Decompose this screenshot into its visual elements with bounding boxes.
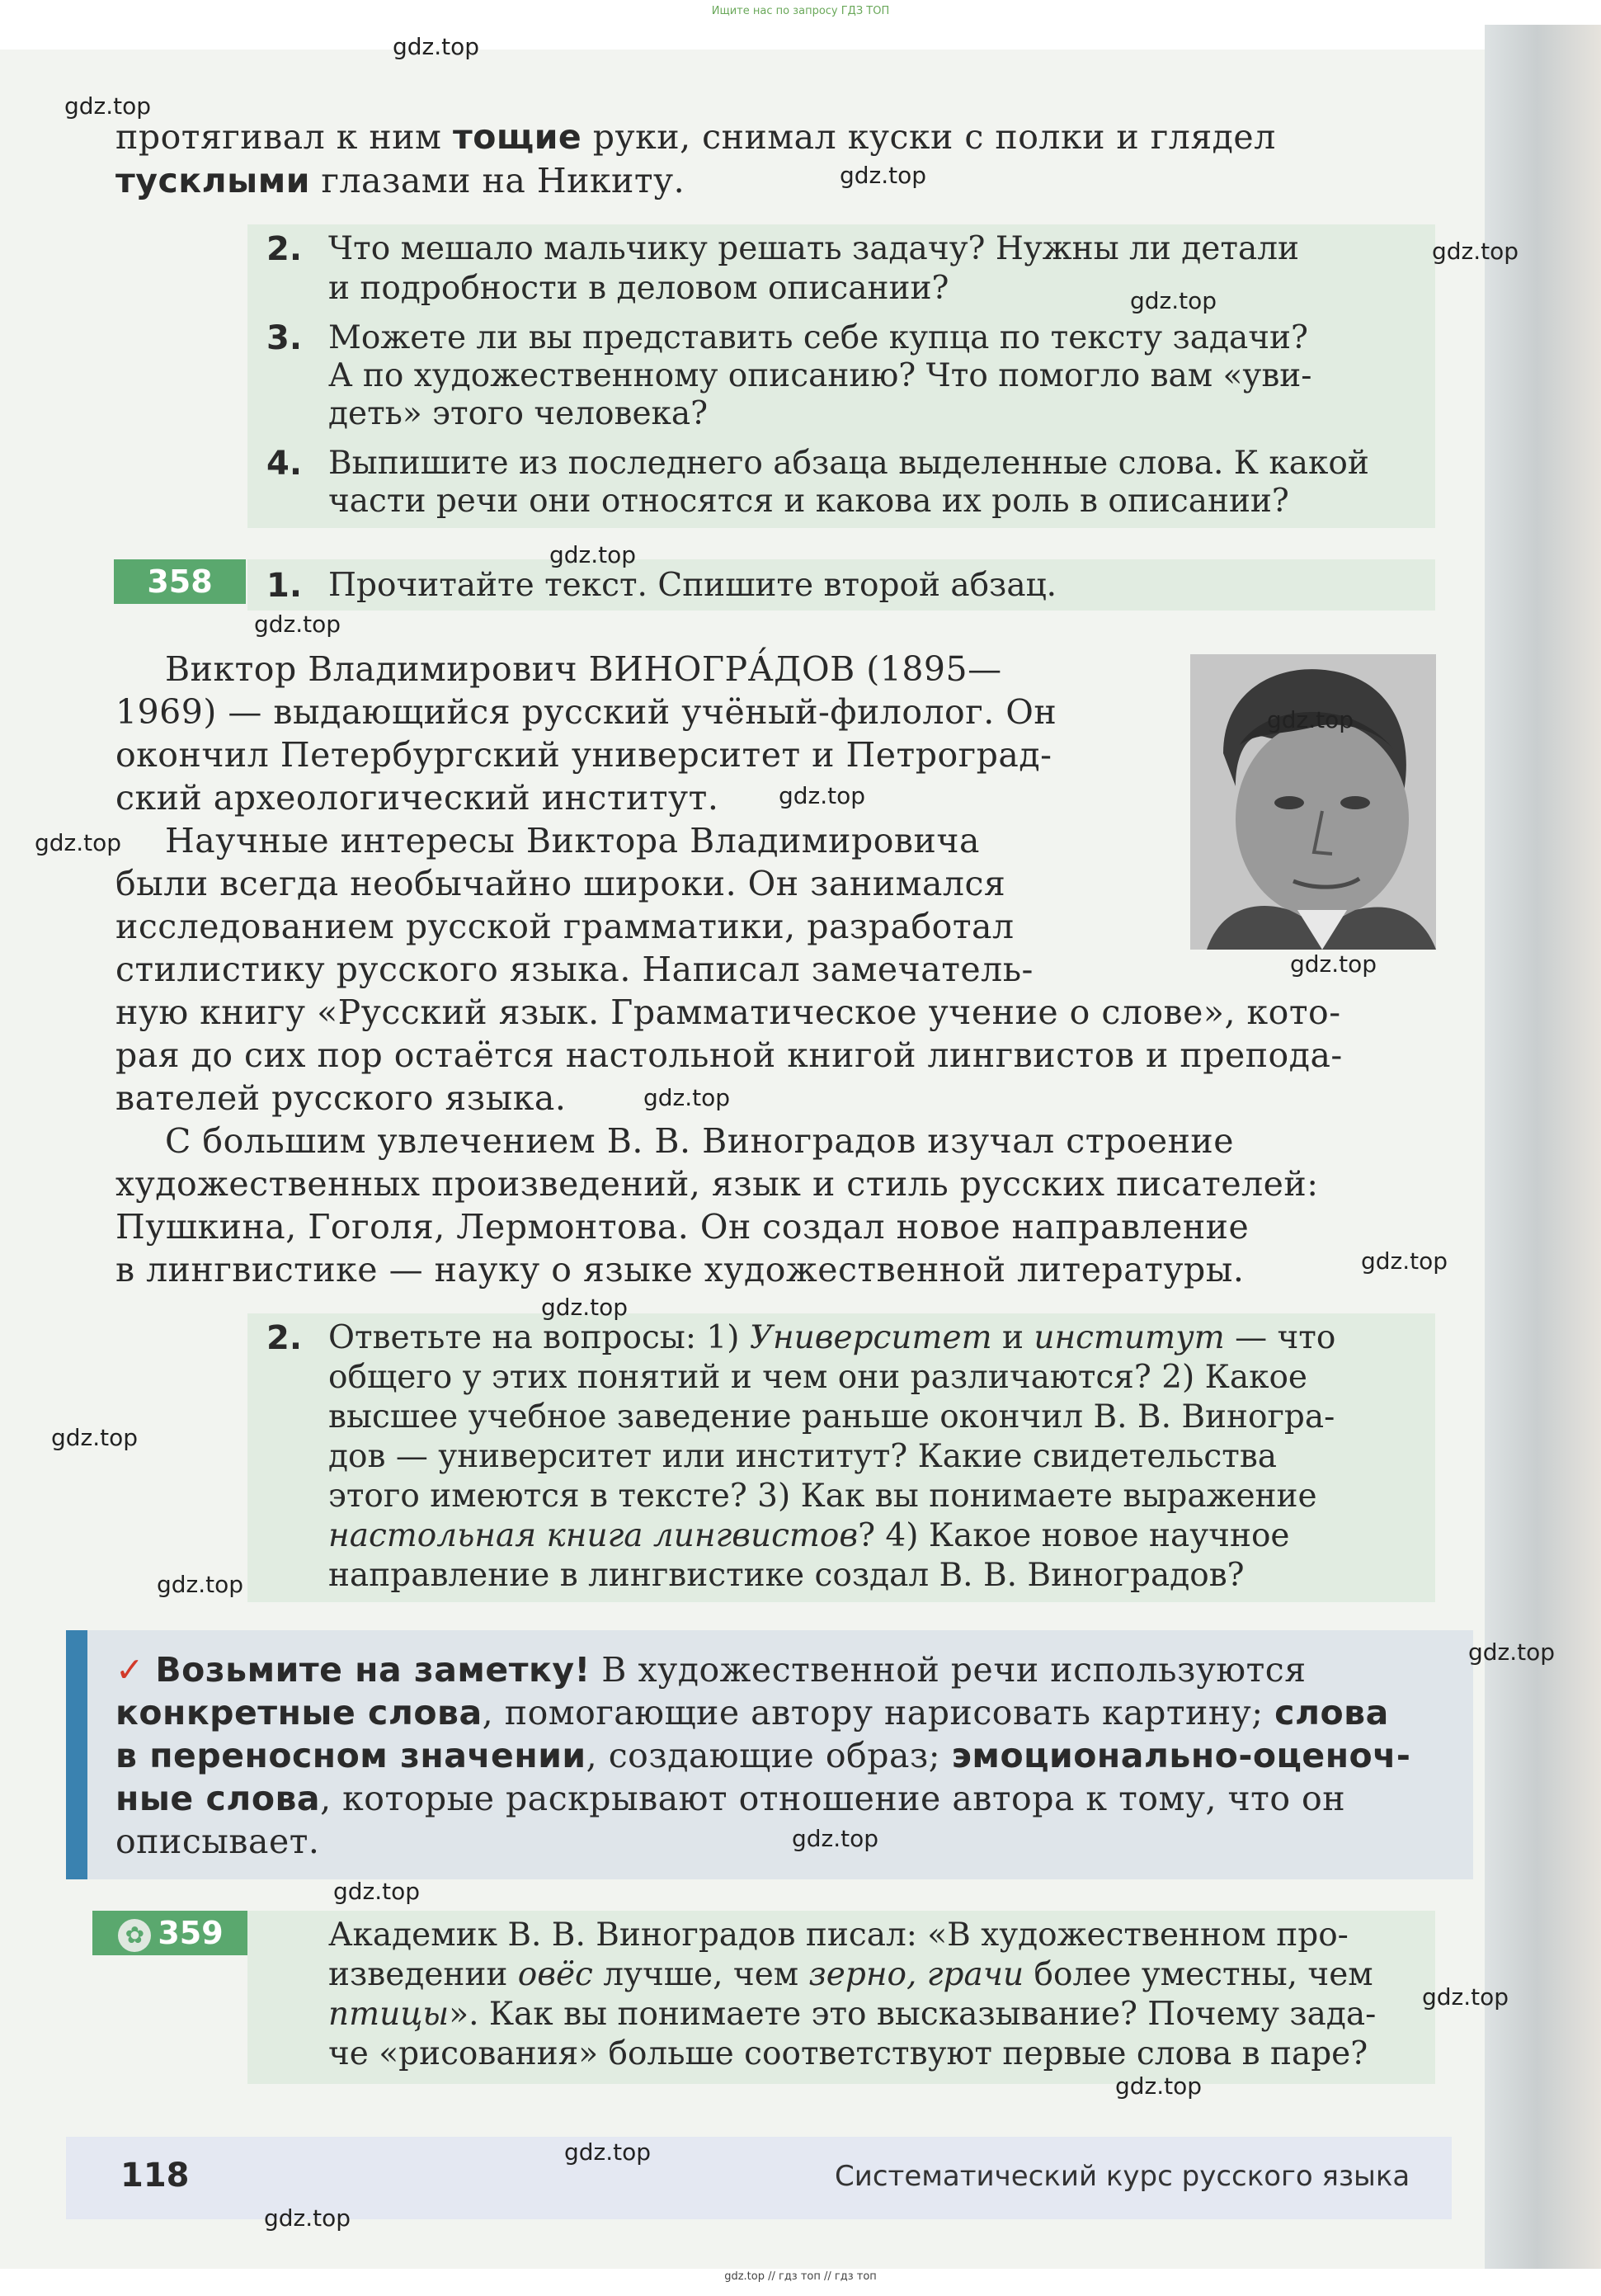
question-line: А по художественному описанию? Что помогло вам «уви-	[328, 357, 1312, 394]
exercise-number-359: ✿ 359	[92, 1911, 249, 1955]
ex359-line: че «рисования» больше соответствуют первые слова в паре?	[328, 2035, 1368, 2072]
text-line: 1969) — выдающийся русский учёный-филолог. Он	[115, 692, 1057, 732]
portrait-photo	[1190, 654, 1436, 950]
watermark: gdz.top	[51, 1424, 139, 1451]
watermark: gdz.top	[541, 1294, 629, 1321]
text-line: художественных произведений, язык и стиль русских писателей:	[115, 1164, 1319, 1204]
note-line-1: ✓ Возьмите на заметку! В художественной речи используются	[115, 1650, 1307, 1690]
ex359-line: птицы». Как вы понимаете это высказывание? Почему зада-	[328, 1996, 1377, 2033]
watermark: gdz.top	[1422, 1983, 1509, 2011]
watermark: gdz.top	[643, 1084, 731, 1111]
text-line: были всегда необычайно широки. Он занимался	[115, 864, 1006, 903]
exercise-number-358: 358	[114, 559, 246, 604]
watermark: gdz.top	[35, 829, 122, 856]
watermark: gdz.top	[254, 611, 341, 638]
question-line: части речи они относятся и какова их роль в описании?	[328, 483, 1289, 520]
text-line: стилистику русского языка. Написал замечатель-	[115, 950, 1034, 989]
text-line: рая до сих пор остаётся настольной книгой лингвистов и препода-	[115, 1035, 1343, 1075]
watermark: gdz.top	[1115, 2072, 1203, 2100]
task2-line: высшее учебное заведение раньше окончил В. В. Виногра-	[328, 1398, 1335, 1436]
question-line: Выпишите из последнего абзаца выделенные слова. К какой	[328, 445, 1369, 482]
text-line: вателей русского языка.	[115, 1078, 567, 1118]
intro-line-2: тусклыми глазами на Никиту.	[115, 161, 685, 200]
watermark: gdz.top	[840, 162, 927, 189]
ex359-line: Академик В. В. Виноградов писал: «В художественном про-	[328, 1916, 1349, 1954]
note-line-3: в переносном значении, создающие образ; эмоционально-оценоч-	[115, 1736, 1411, 1775]
bottom-banner: gdz.top // гдз топ // гдз топ	[724, 2270, 877, 2283]
watermark: gdz.top	[1468, 1638, 1556, 1666]
note-line-4: ные слова, которые раскрывают отношение автора к тому, что он	[115, 1779, 1346, 1818]
task2-line: Ответьте на вопросы: 1) Университет и институт — что	[328, 1319, 1336, 1356]
text-line: окончил Петербургский университет и Петроград-	[115, 735, 1052, 775]
text-line: Пушкина, Гоголя, Лермонтова. Он создал новое направление	[115, 1207, 1250, 1247]
task1-text: Прочитайте текст. Спишите второй абзац.	[328, 567, 1057, 604]
intro-line-1: протягивал к ним тощие руки, снимал куски с полки и глядел	[115, 117, 1276, 157]
watermark: gdz.top	[1290, 950, 1377, 978]
watermark: gdz.top	[1130, 287, 1217, 314]
task2-line: общего у этих понятий и чем они различаются? 2) Какое	[328, 1359, 1308, 1396]
watermark: gdz.top	[792, 1825, 879, 1852]
text-line: в лингвистике — науку о языке художественной литературы.	[115, 1250, 1245, 1289]
question-line: деть» этого человека?	[328, 395, 709, 432]
footer-title: Систематический курс русского языка	[835, 2160, 1410, 2193]
top-banner: Ищите нас по запросу ГДЗ ТОП	[711, 5, 890, 17]
text-line: исследованием русской грамматики, разработал	[115, 907, 1015, 946]
check-icon: ✓	[115, 1650, 144, 1690]
watermark: gdz.top	[564, 2138, 652, 2166]
watermark: gdz.top	[1267, 706, 1354, 733]
task2-line: дов — университет или институт? Какие свидетельства	[328, 1438, 1278, 1475]
task2-line: этого имеются в тексте? 3) Как вы понимаете выражение	[328, 1478, 1317, 1515]
task2-line: настольная книга лингвистов? 4) Какое новое научное	[328, 1517, 1290, 1554]
watermark: gdz.top	[779, 782, 866, 809]
note-line-2: конкретные слова, помогающие автору нарисовать картину; слова	[115, 1693, 1389, 1733]
flower-icon: ✿	[118, 1919, 151, 1952]
text-line: Научные интересы Виктора Владимировича	[165, 821, 980, 860]
question-line: Можете ли вы представить себе купца по тексту задачи?	[328, 319, 1308, 356]
task2-number: 2.	[266, 1319, 303, 1357]
question-line: Что мешало мальчику решать задачу? Нужны ли детали	[328, 230, 1299, 267]
watermark: gdz.top	[264, 2204, 351, 2232]
watermark: gdz.top	[157, 1571, 244, 1598]
ex359-line: изведении овёс лучше, чем зерно, грачи более уместны, чем	[328, 1956, 1373, 1993]
page-number: 118	[120, 2157, 190, 2195]
text-line: ский археологический институт.	[115, 778, 719, 818]
watermark: gdz.top	[1432, 238, 1519, 265]
question-number: 2.	[266, 230, 303, 268]
question-number: 3.	[266, 319, 303, 357]
watermark: gdz.top	[64, 92, 152, 120]
task1-number: 1.	[266, 567, 303, 605]
question-line: и подробности в деловом описании?	[328, 270, 949, 307]
text-line: Виктор Владимирович ВИНОГРА́ДОВ (1895—	[165, 649, 1002, 689]
watermark: gdz.top	[549, 541, 637, 568]
text-line: С большим увлечением В. В. Виноградов изучал строение	[165, 1121, 1234, 1161]
text-line: ную книгу «Русский язык. Грамматическое учение о слове», кото-	[115, 992, 1341, 1032]
watermark: gdz.top	[333, 1878, 421, 1905]
task2-line: направление в лингвистике создал В. В. Виноградов?	[328, 1557, 1245, 1594]
question-number: 4.	[266, 445, 303, 483]
note-line-5: описывает.	[115, 1822, 320, 1861]
watermark: gdz.top	[1361, 1247, 1448, 1275]
watermark: gdz.top	[393, 33, 480, 60]
